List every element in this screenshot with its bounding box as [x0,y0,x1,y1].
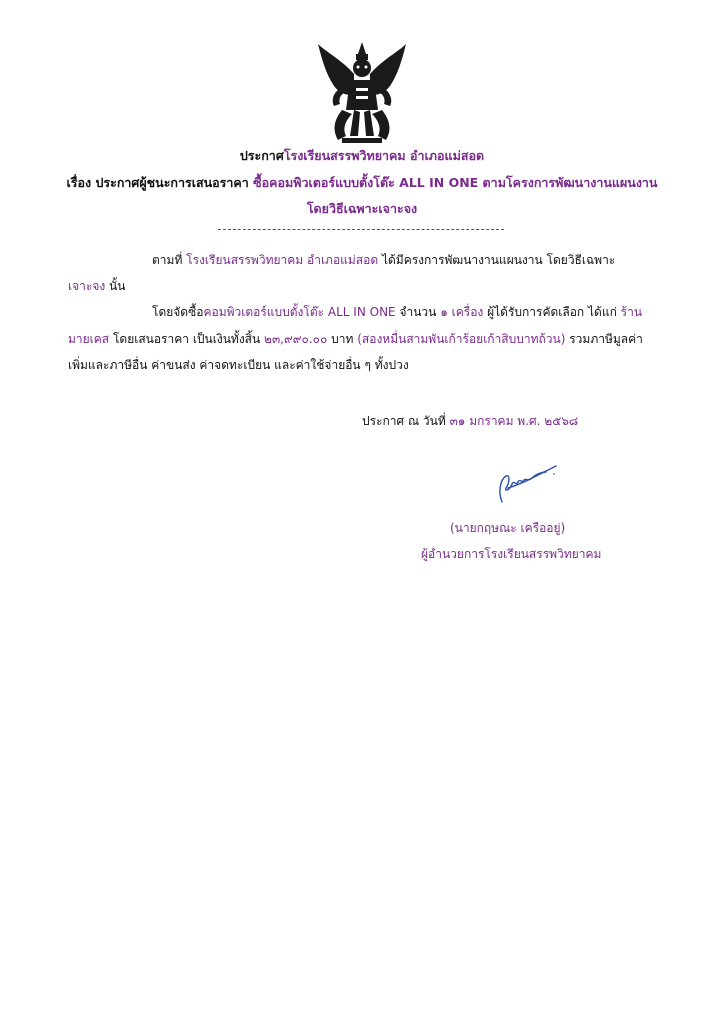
paragraph-1-line-2 [68,277,125,296]
p2-text-c: ผู้ได้รับการคัดเลือก ได้แก่ [483,305,621,319]
p1-text-b: ได้มีครงการพัฒนางานแผนงาน โดยวิธีเฉพาะ [378,253,616,267]
p2-text-g: เพิ่มและภาษีอื่น ค่าขนส่ง ค่าจดทะเบียน และค่าใช้จ่ายอื่น ๆ ทั้งปวง [68,358,409,372]
announcement-title [40,146,684,166]
announce-date-line [362,412,578,431]
title-organization: โรงเรียนสรรพวิทยาคม อำเภอแม่สอด [283,148,485,163]
subject-prefix: เรื่อง ประกาศผู้ชนะการเสนอราคา [66,175,254,190]
p1-text-a: ตามที่ [152,253,187,267]
p2-amount-words: (สองหมื่นสามพันเก้าร้อยเก้าสิบบาทถ้วน) [357,332,566,346]
subject-method: โดยวิธีเฉพาะเจาะจง [306,201,418,216]
handwritten-signature-icon [488,462,562,506]
p2-text-d: โดยเสนอราคา เป็นเงินทั้งสิ้น [109,332,265,346]
signer-name: (นายกฤษณะ เครืออยู่) [450,521,566,535]
p2-text-a: โดยจัดซื้อ [152,305,204,319]
title-prefix: ประกาศ [239,148,284,163]
announce-date: ๓๑ มกราคม พ.ศ. ๒๕๖๘ [449,414,579,428]
p1-text-c: เจาะจง [68,279,106,293]
p1-text-d: นั้น [105,279,126,293]
p2-quantity: ๑ เครื่อง [440,305,484,319]
divider-line [218,229,504,230]
p2-amount: ๒๓,๙๙๐.๐๐ [264,332,328,346]
p2-vendor-part-2: มายเคส [68,332,110,346]
paragraph-1-line-1 [152,251,615,270]
announce-label: ประกาศ ณ วันที่ [362,414,450,428]
p2-item: คอมพิวเตอร์แบบตั้งโต๊ะ ALL IN ONE [203,305,396,319]
paragraph-2-line-1 [152,303,642,322]
p2-text-b: จำนวน [395,305,441,319]
subject-line [40,173,684,193]
subject-text: ซื้อคอมพิวเตอร์แบบตั้งโต๊ะ ALL IN ONE ตามโครงการพัฒนางานแผนงาน [253,175,658,190]
p2-text-e: บาท [327,332,358,346]
paragraph-2-line-2 [68,330,643,349]
signer-title: ผู้อำนวยการโรงเรียนสรรพวิทยาคม [421,547,602,561]
paragraph-2-line-3 [68,356,409,375]
p2-vendor-part-1: ร้าน [620,305,643,319]
p1-organization: โรงเรียนสรรพวิทยาคม อำเภอแม่สอด [186,253,379,267]
p2-text-f: รวมภาษีมูลค่า [565,332,643,346]
garuda-emblem-icon [312,40,412,148]
